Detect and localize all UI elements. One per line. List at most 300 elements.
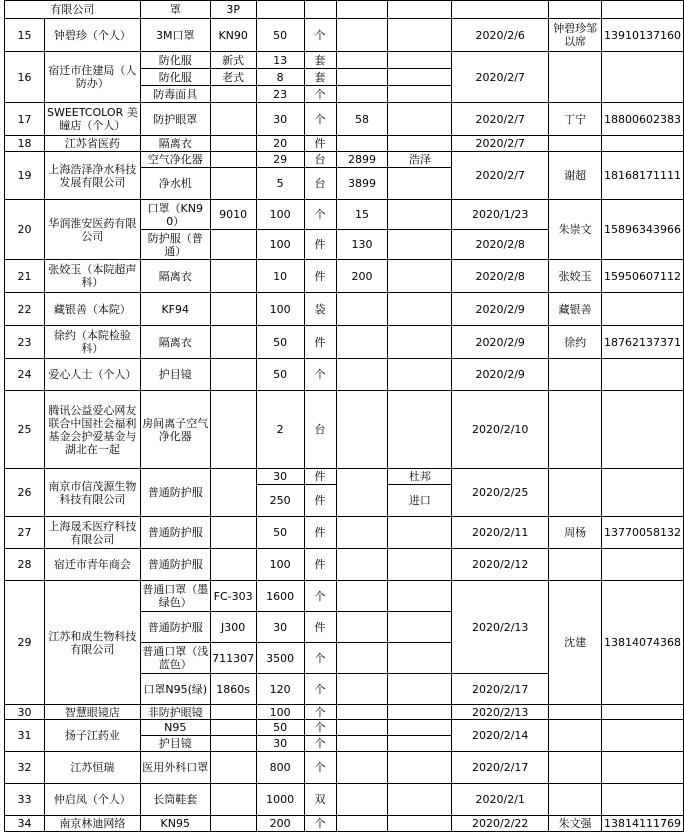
- table-cell: 15: [5, 19, 45, 52]
- table-cell: [336, 674, 388, 705]
- table-cell: 个: [304, 86, 336, 103]
- table-cell: 罩: [140, 1, 210, 19]
- table-row: [5, 391, 684, 469]
- table-cell: 200: [256, 816, 304, 832]
- table-cell: [549, 52, 602, 103]
- table-cell: 医用外科口罩: [140, 752, 210, 784]
- table-cell: 2020/2/11: [452, 517, 549, 549]
- table-cell: 个: [304, 816, 336, 832]
- table-row: [5, 784, 684, 816]
- table-cell: 个: [304, 752, 336, 784]
- table-cell: 2020/2/10: [452, 391, 549, 469]
- table-cell: [388, 103, 452, 136]
- table-cell: 800: [256, 752, 304, 784]
- table-cell: [549, 549, 602, 581]
- table-cell: 杜邦: [388, 469, 452, 485]
- table-cell: [210, 293, 256, 326]
- table-cell: KN90: [210, 19, 256, 52]
- table-cell: [388, 359, 452, 391]
- table-cell: 宿迁市住建局（人防办）: [44, 52, 140, 103]
- table-cell: 1000: [256, 784, 304, 816]
- table-cell: [210, 103, 256, 136]
- table-cell: [388, 517, 452, 549]
- table-cell: 宿迁市青年商会: [44, 549, 140, 581]
- table-cell: 2020/2/8: [452, 230, 549, 260]
- table-cell: 33: [5, 784, 45, 816]
- table-cell: 隔离衣: [140, 326, 210, 359]
- table-cell: 台: [304, 391, 336, 469]
- table-cell: 2020/2/9: [452, 326, 549, 359]
- table-cell: [336, 705, 388, 720]
- table-cell: 口罩（KN90）: [140, 200, 210, 230]
- table-cell: 30: [5, 705, 45, 720]
- table-cell: [336, 326, 388, 359]
- table-cell: 23: [5, 326, 45, 359]
- table-cell: KF94: [140, 293, 210, 326]
- table-row: [5, 326, 684, 359]
- table-cell: [602, 136, 684, 152]
- table-cell: [388, 720, 452, 736]
- table-cell: 100: [256, 230, 304, 260]
- table-cell: [388, 674, 452, 705]
- table-cell: [210, 168, 256, 200]
- table-cell: [336, 136, 388, 152]
- table-cell: 江苏和成生物科技有限公司: [44, 581, 140, 705]
- table-row: [5, 359, 684, 391]
- table-cell: 50: [256, 359, 304, 391]
- table-cell: [549, 391, 602, 469]
- table-cell: 智慧眼镜店: [44, 705, 140, 720]
- table-cell: [336, 19, 388, 52]
- table-cell: [602, 720, 684, 752]
- table-cell: 护目镜: [140, 736, 210, 752]
- table-cell: 台: [304, 168, 336, 200]
- table-cell: 件: [304, 136, 336, 152]
- table-cell: 扬子江药业: [44, 720, 140, 752]
- table-cell: 1860s: [210, 674, 256, 705]
- table-cell: [388, 168, 452, 200]
- table-cell: [602, 469, 684, 517]
- table-cell: 2020/2/12: [452, 549, 549, 581]
- table-cell: 件: [304, 260, 336, 293]
- table-cell: 个: [304, 103, 336, 136]
- table-cell: [388, 52, 452, 69]
- table-row: [5, 19, 684, 52]
- table-cell: 钟碧珍（个人）: [44, 19, 140, 52]
- table-cell: 1600: [256, 581, 304, 612]
- table-cell: KN95: [140, 816, 210, 832]
- table-cell: 爱心人士（个人）: [44, 359, 140, 391]
- table-cell: [388, 19, 452, 52]
- table-cell: [549, 752, 602, 784]
- table-cell: [388, 612, 452, 643]
- table-cell: [549, 720, 602, 752]
- table-cell: 普通防护服: [140, 549, 210, 581]
- table-cell: 2020/2/8: [452, 260, 549, 293]
- table-cell: 2020/2/17: [452, 674, 549, 705]
- table-cell: [549, 784, 602, 816]
- table-cell: [336, 391, 388, 469]
- table-cell: [549, 705, 602, 720]
- table-cell: 南京林迪网络: [44, 816, 140, 832]
- table-cell: [336, 736, 388, 752]
- table-cell: 13: [256, 52, 304, 69]
- table-cell: [336, 581, 388, 612]
- table-cell: 250: [256, 485, 304, 517]
- table-cell: [210, 469, 256, 517]
- table-cell: 120: [256, 674, 304, 705]
- table-cell: 护目镜: [140, 359, 210, 391]
- table-cell: 3500: [256, 643, 304, 674]
- table-cell: 20: [256, 136, 304, 152]
- table-cell: [336, 643, 388, 674]
- table-cell: 净水机: [140, 168, 210, 200]
- table-cell: 10: [256, 260, 304, 293]
- table-cell: [549, 359, 602, 391]
- table-cell: 普通防护服: [140, 517, 210, 549]
- table-body: [5, 1, 684, 832]
- table-cell: 防护眼罩: [140, 103, 210, 136]
- table-cell: 房间离子空气净化器: [140, 391, 210, 469]
- table-cell: 个: [304, 359, 336, 391]
- table-cell: 27: [5, 517, 45, 549]
- table-cell: SWEETCOLOR 美瞳店（个人）: [44, 103, 140, 136]
- table-cell: 进口: [388, 485, 452, 517]
- table-cell: 2020/2/7: [452, 52, 549, 103]
- table-cell: 张姣玉（本院超声科）: [44, 260, 140, 293]
- table-cell: [336, 752, 388, 784]
- table-cell: 张姣玉: [549, 260, 602, 293]
- table-cell: 2899: [336, 152, 388, 168]
- table-cell: [336, 469, 388, 517]
- table-cell: 个: [304, 705, 336, 720]
- table-row: [5, 136, 684, 152]
- table-cell: [210, 359, 256, 391]
- table-cell: 个: [304, 581, 336, 612]
- table-cell: 50: [256, 19, 304, 52]
- table-cell: 13814111769: [602, 816, 684, 832]
- table-cell: 13910137160: [602, 19, 684, 52]
- table-cell: [602, 1, 684, 19]
- table-cell: 29: [5, 581, 45, 705]
- table-cell: [388, 816, 452, 832]
- table-cell: 50: [256, 720, 304, 736]
- table-cell: 24: [5, 359, 45, 391]
- table-cell: 28: [5, 549, 45, 581]
- table-cell: 普通防护服: [140, 612, 210, 643]
- table-cell: 15: [336, 200, 388, 230]
- table-cell: 13814074368: [602, 581, 684, 705]
- table-cell: 100: [256, 200, 304, 230]
- table-cell: [210, 816, 256, 832]
- table-cell: 18168171111: [602, 152, 684, 200]
- table-row: [5, 103, 684, 136]
- table-cell: [602, 391, 684, 469]
- table-cell: 防化服: [140, 69, 210, 86]
- table-cell: [388, 230, 452, 260]
- table-cell: 2020/2/13: [452, 705, 549, 720]
- table-cell: 双: [304, 784, 336, 816]
- table-cell: [210, 784, 256, 816]
- table-cell: 个: [304, 643, 336, 674]
- table-cell: 空气净化器: [140, 152, 210, 168]
- table-cell: 29: [256, 152, 304, 168]
- table-cell: 长筒鞋套: [140, 784, 210, 816]
- table-cell: [210, 326, 256, 359]
- table-cell: 3M口罩: [140, 19, 210, 52]
- table-cell: [388, 581, 452, 612]
- table-cell: [388, 260, 452, 293]
- table-cell: 15950607112: [602, 260, 684, 293]
- table-cell: 5: [256, 168, 304, 200]
- table-cell: 沈建: [549, 581, 602, 705]
- table-cell: 100: [256, 293, 304, 326]
- donation-table-wrapper: [4, 0, 684, 832]
- table-cell: 2020/2/17: [452, 752, 549, 784]
- table-row: [5, 752, 684, 784]
- table-cell: [602, 705, 684, 720]
- table-cell: 18: [5, 136, 45, 152]
- table-cell: 2020/1/23: [452, 200, 549, 230]
- table-cell: [549, 136, 602, 152]
- donation-table: [4, 0, 684, 832]
- table-cell: 口罩N95(绿): [140, 674, 210, 705]
- table-row: [5, 517, 684, 549]
- table-cell: 老式: [210, 69, 256, 86]
- table-cell: [388, 643, 452, 674]
- table-cell: 件: [304, 517, 336, 549]
- table-cell: [388, 86, 452, 103]
- table-cell: 2: [256, 391, 304, 469]
- table-row: [5, 52, 684, 69]
- table-cell: 朱文强: [549, 816, 602, 832]
- table-cell: [602, 784, 684, 816]
- table-cell: 15896343966: [602, 200, 684, 260]
- table-cell: [388, 549, 452, 581]
- table-cell: [336, 612, 388, 643]
- table-cell: 21: [5, 260, 45, 293]
- table-cell: [304, 1, 336, 19]
- table-cell: [549, 1, 602, 19]
- table-cell: [210, 86, 256, 103]
- table-cell: 件: [304, 469, 336, 485]
- table-cell: 2020/2/9: [452, 293, 549, 326]
- table-cell: 100: [256, 549, 304, 581]
- table-cell: [210, 136, 256, 152]
- table-cell: 58: [336, 103, 388, 136]
- table-cell: 200: [336, 260, 388, 293]
- table-cell: [336, 359, 388, 391]
- table-cell: [256, 1, 304, 19]
- table-cell: 浩泽: [388, 152, 452, 168]
- table-cell: [210, 152, 256, 168]
- table-cell: 2020/2/7: [452, 103, 549, 136]
- table-cell: [452, 1, 549, 19]
- table-cell: 18762137371: [602, 326, 684, 359]
- table-cell: 2020/2/1: [452, 784, 549, 816]
- table-cell: 腾讯公益爱心网友联合中国社会福利基金会护爱基金与湖北在一起: [44, 391, 140, 469]
- table-cell: [388, 736, 452, 752]
- table-cell: [336, 52, 388, 69]
- table-cell: 徐约（本院检验科）: [44, 326, 140, 359]
- table-cell: [602, 293, 684, 326]
- table-cell: [388, 1, 452, 19]
- table-cell: 藏银善（本院）: [44, 293, 140, 326]
- table-row: [5, 816, 684, 832]
- table-cell: 普通口罩（墨绿色）: [140, 581, 210, 612]
- table-cell: 华润淮安医药有限公司: [44, 200, 140, 260]
- table-row: [5, 581, 684, 612]
- table-cell: [336, 720, 388, 736]
- table-cell: [336, 549, 388, 581]
- table-cell: [388, 326, 452, 359]
- table-cell: 袋: [304, 293, 336, 326]
- table-cell: N95: [140, 720, 210, 736]
- table-cell: [210, 517, 256, 549]
- table-cell: 31: [5, 720, 45, 752]
- table-cell: 130: [336, 230, 388, 260]
- table-cell: 2020/2/6: [452, 19, 549, 52]
- table-cell: [336, 69, 388, 86]
- table-cell: 9010: [210, 200, 256, 230]
- table-cell: 防化服: [140, 52, 210, 69]
- table-cell: 13770058132: [602, 517, 684, 549]
- table-row: [5, 293, 684, 326]
- table-cell: 套: [304, 52, 336, 69]
- table-cell: [602, 752, 684, 784]
- table-row: [5, 1, 684, 19]
- table-cell: 26: [5, 469, 45, 517]
- table-cell: 711307: [210, 643, 256, 674]
- table-cell: 件: [304, 230, 336, 260]
- table-cell: [210, 720, 256, 736]
- table-cell: 套: [304, 69, 336, 86]
- table-cell: 2020/2/9: [452, 359, 549, 391]
- table-cell: 30: [256, 612, 304, 643]
- table-cell: [210, 260, 256, 293]
- table-cell: 个: [304, 19, 336, 52]
- table-cell: 23: [256, 86, 304, 103]
- table-cell: 件: [304, 326, 336, 359]
- table-cell: 新式: [210, 52, 256, 69]
- table-cell: 30: [256, 103, 304, 136]
- table-cell: [210, 549, 256, 581]
- table-cell: 南京市信茂源生物科技有限公司: [44, 469, 140, 517]
- table-cell: [388, 705, 452, 720]
- table-cell: 隔离衣: [140, 260, 210, 293]
- table-cell: 普通防护服: [140, 469, 210, 517]
- table-cell: 江苏省医药: [44, 136, 140, 152]
- table-cell: 25: [5, 391, 45, 469]
- table-row: [5, 549, 684, 581]
- table-row: [5, 200, 684, 230]
- table-cell: 有限公司: [5, 1, 141, 19]
- table-cell: [336, 86, 388, 103]
- table-cell: 防护服（普通）: [140, 230, 210, 260]
- table-cell: 藏银善: [549, 293, 602, 326]
- table-cell: [388, 784, 452, 816]
- table-cell: 8: [256, 69, 304, 86]
- table-cell: 3899: [336, 168, 388, 200]
- table-cell: 非防护眼镜: [140, 705, 210, 720]
- table-cell: 个: [304, 200, 336, 230]
- table-cell: 钟碧珍邹以席: [549, 19, 602, 52]
- table-cell: 19: [5, 152, 45, 200]
- table-cell: [336, 816, 388, 832]
- table-cell: [388, 200, 452, 230]
- table-cell: 周杨: [549, 517, 602, 549]
- table-cell: 50: [256, 517, 304, 549]
- table-cell: 2020/2/7: [452, 152, 549, 200]
- table-cell: 20: [5, 200, 45, 260]
- table-row: [5, 720, 684, 736]
- table-cell: 朱崇文: [549, 200, 602, 260]
- table-cell: [210, 705, 256, 720]
- table-cell: [336, 1, 388, 19]
- table-cell: [549, 469, 602, 517]
- table-cell: 防毒面具: [140, 86, 210, 103]
- table-cell: 32: [5, 752, 45, 784]
- table-row: [5, 260, 684, 293]
- table-cell: 2020/2/14: [452, 720, 549, 752]
- table-cell: 隔离衣: [140, 136, 210, 152]
- table-cell: [388, 69, 452, 86]
- table-cell: 个: [304, 674, 336, 705]
- table-cell: [210, 230, 256, 260]
- table-cell: 100: [256, 705, 304, 720]
- table-cell: 上海晟禾医疗科技有限公司: [44, 517, 140, 549]
- table-cell: 2020/2/25: [452, 469, 549, 517]
- table-cell: 3P: [210, 1, 256, 19]
- table-cell: 谢超: [549, 152, 602, 200]
- table-cell: 18800602383: [602, 103, 684, 136]
- table-cell: 2020/2/7: [452, 136, 549, 152]
- table-row: [5, 152, 684, 168]
- table-row: [5, 469, 684, 485]
- table-cell: 16: [5, 52, 45, 103]
- table-cell: [602, 52, 684, 103]
- table-cell: [388, 391, 452, 469]
- table-cell: [336, 293, 388, 326]
- table-cell: [602, 359, 684, 391]
- table-cell: J300: [210, 612, 256, 643]
- table-cell: 个: [304, 736, 336, 752]
- table-cell: [210, 736, 256, 752]
- table-cell: [210, 752, 256, 784]
- table-cell: 徐约: [549, 326, 602, 359]
- table-cell: 30: [256, 736, 304, 752]
- table-cell: [388, 136, 452, 152]
- table-cell: [336, 517, 388, 549]
- table-cell: [388, 293, 452, 326]
- table-cell: 50: [256, 326, 304, 359]
- table-cell: 17: [5, 103, 45, 136]
- table-cell: 普通口罩（浅蓝色）: [140, 643, 210, 674]
- table-cell: 件: [304, 549, 336, 581]
- table-cell: 2020/2/22: [452, 816, 549, 832]
- table-cell: [388, 752, 452, 784]
- table-cell: [210, 391, 256, 469]
- table-cell: 30: [256, 469, 304, 485]
- table-cell: 台: [304, 152, 336, 168]
- table-cell: 2020/2/13: [452, 581, 549, 674]
- table-cell: [602, 549, 684, 581]
- table-row: [5, 705, 684, 720]
- table-cell: FC-303: [210, 581, 256, 612]
- table-cell: 件: [304, 612, 336, 643]
- table-cell: 个: [304, 720, 336, 736]
- table-cell: 上海浩泽净水科技发展有限公司: [44, 152, 140, 200]
